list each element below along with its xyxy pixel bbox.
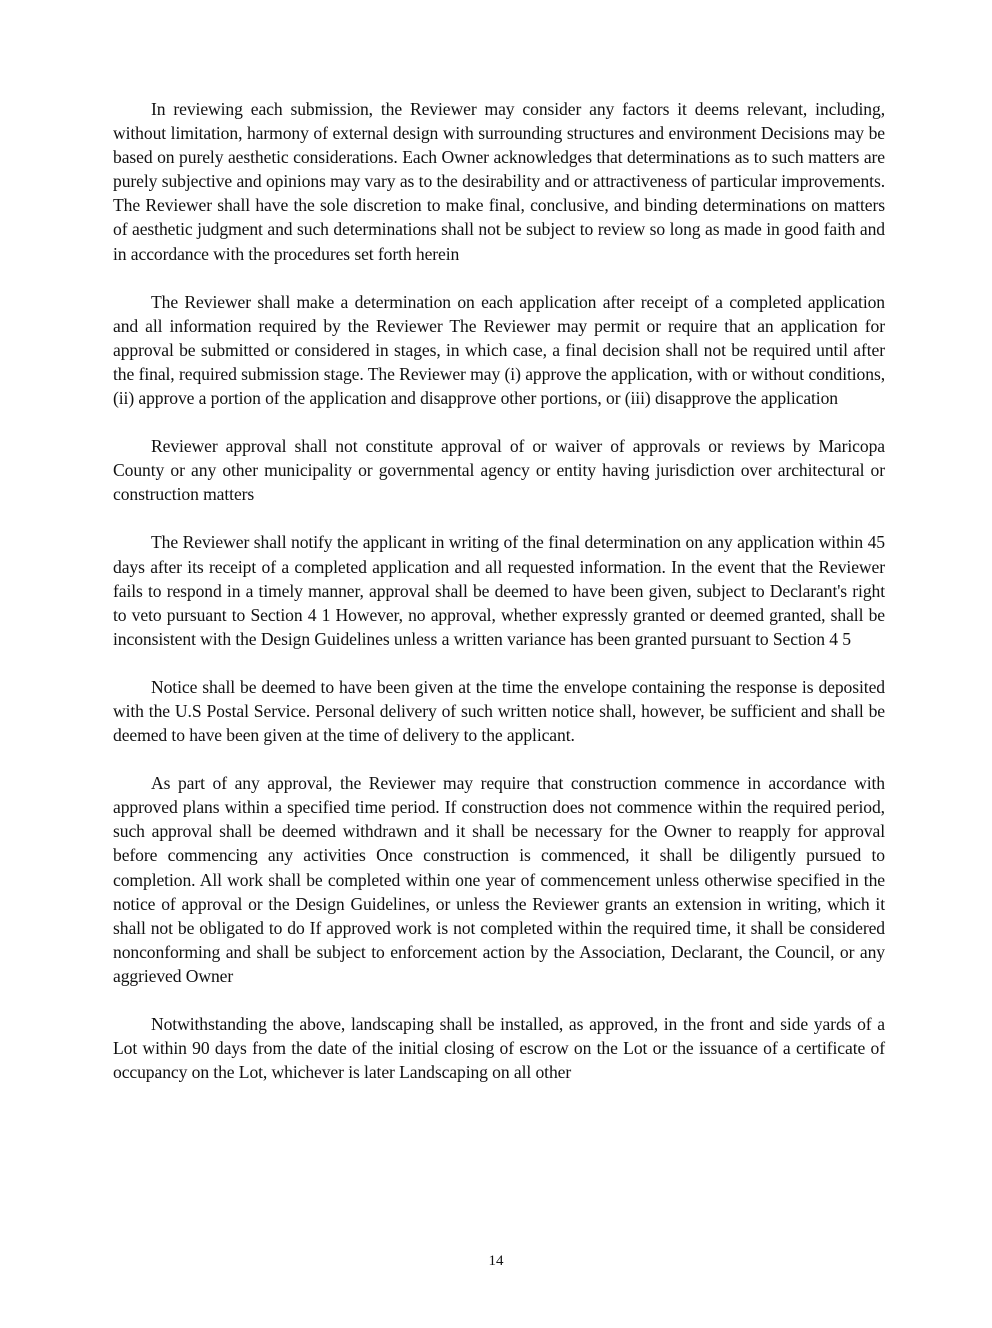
paragraph-construction-timing: As part of any approval, the Reviewer may require that construction commence in accordance with approved plans within a specified time period. If construction does not commence within the required period, such approval shall be deemed withdrawn and it shall be necessary for the Owner to reapply for approval before commencing any activities Once construction is commenced, it shall be diligently pursued to completion. All work shall be completed within one year of commencement unless otherwise specified in the notice of approval or the Design Guidelines, or unless the Reviewer grants an extension in writing, which it shall not be obligated to do If approved work is not completed within the required time, it shall be considered nonconforming and shall be subject to enforcement action by the Association, Declarant, the Council, or any aggrieved Owner [113,773,885,986]
paragraph-determination-stages: The Reviewer shall make a determination on each application after receipt of a completed application and all information required by the Reviewer The Reviewer may permit or require that an application for approval be submitted or considered in stages, in which case, a final decision shall not be required until after the final, required submission stage. The Reviewer may (i) approve the application, with or without conditions, (ii) approve a portion of the application and disapprove other portions, or (iii) disapprove the application [113,291,885,409]
paragraph-reviewer-discretion: In reviewing each submission, the Reviewer may consider any factors it deems relevant, including, without limitation, harmony of external design with surrounding structures and environment Decisions may be based on purely aesthetic considerations. Each Owner acknowledges that determinations as to such matters are purely subjective and opinions may vary as to the desirability and or attractiveness of particular improvements. The Reviewer shall have the sole discretion to make final, conclusive, and binding determinations on matters of aesthetic judgment and such determinations shall not be subject to review so long as made in good faith and in accordance with the procedures set forth herein [113,99,885,264]
page-number: 14 [488,1253,504,1269]
paragraph-notice-delivery: Notice shall be deemed to have been given at the time the envelope containing the response is deposited with the U.S Postal Service. Personal delivery of such written notice shall, however, be sufficient and shall be deemed to have been given at the time of delivery to the applicant. [113,676,885,746]
paragraph-notification-deadline: The Reviewer shall notify the applicant in writing of the final determination on any application within 45 days after its receipt of a completed application and all requested information. In the event that the Reviewer fails to respond in a timely manner, approval shall be deemed to have been given, subject to Declarant's right to veto pursuant to Section 4 1 However, no approval, whether expressly granted or deemed granted, shall be inconsistent with the Design Guidelines unless a written variance has been granted pursuant to Section 4 5 [113,532,885,649]
paragraph-county-approval: Reviewer approval shall not constitute approval of or waiver of approvals or reviews by Maricopa County or any other municipality or governmental agency or entity having jurisdiction over architectural or construction matters [113,436,885,505]
paragraph-landscaping: Notwithstanding the above, landscaping shall be installed, as approved, in the front and side yards of a Lot within 90 days from the date of the initial closing of escrow on the Lot or the issuance of a certificate of occupancy on the Lot, whichever is later Landscaping on all other [113,1014,885,1083]
document-body [113,97,885,1108]
